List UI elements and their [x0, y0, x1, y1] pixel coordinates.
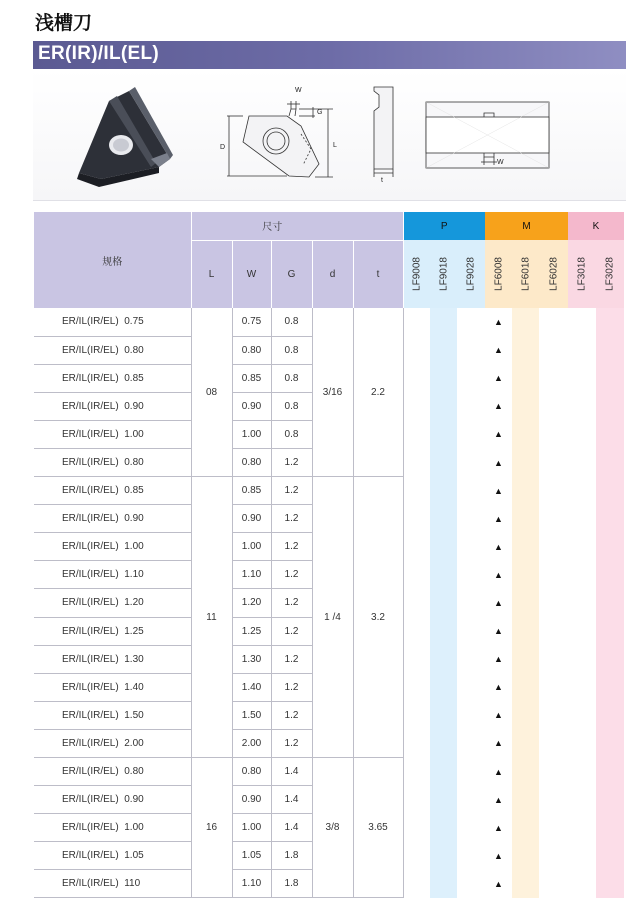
spec-cell: ER/IL(IR/EL) 0.85	[34, 477, 191, 505]
grade-cell	[512, 589, 539, 617]
insert-drawings	[33, 69, 626, 200]
col-W: W	[232, 240, 271, 308]
spec-cell: ER/IL(IR/EL) 1.20	[34, 589, 191, 617]
grade-cell	[430, 308, 457, 336]
grade-cell	[430, 870, 457, 898]
spec-cell: ER/IL(IR/EL) 0.90	[34, 505, 191, 533]
grade-cell	[403, 505, 430, 533]
width-cell: 0.80	[232, 758, 271, 786]
grade-cell	[403, 448, 430, 476]
grade-cell	[539, 477, 568, 505]
width-cell: 1.00	[232, 814, 271, 842]
grade-cell	[568, 842, 596, 870]
grade-mark-lf6008: ▲	[485, 673, 512, 701]
grade-mark-lf6008: ▲	[485, 589, 512, 617]
grade-cell	[539, 308, 568, 336]
grade-cell	[596, 729, 624, 757]
width-cell: 0.75	[232, 308, 271, 336]
grade-cell	[539, 336, 568, 364]
insert-side-view	[374, 87, 393, 177]
grade-cell	[457, 364, 485, 392]
grade-cell	[539, 364, 568, 392]
grade-cell	[457, 533, 485, 561]
grade-cell	[512, 336, 539, 364]
grade-cell	[539, 645, 568, 673]
grade-cell	[457, 477, 485, 505]
spec-cell: ER/IL(IR/EL) 1.25	[34, 617, 191, 645]
g-cell: 1.2	[271, 561, 312, 589]
spec-cell: ER/IL(IR/EL) 1.50	[34, 701, 191, 729]
spec-cell: ER/IL(IR/EL) 0.75	[34, 308, 191, 336]
grade-cell	[539, 729, 568, 757]
width-cell: 1.00	[232, 533, 271, 561]
grade-lf6028: LF6028	[548, 257, 559, 291]
g-cell: 1.2	[271, 589, 312, 617]
col-G: G	[271, 240, 312, 308]
grade-cell	[596, 589, 624, 617]
grade-cell	[457, 308, 485, 336]
g-cell: 1.2	[271, 729, 312, 757]
grade-cell	[568, 420, 596, 448]
grade-cell	[512, 870, 539, 898]
width-cell: 1.20	[232, 589, 271, 617]
spec-cell: ER/IL(IR/EL) 0.80	[34, 336, 191, 364]
grade-cell	[568, 617, 596, 645]
grade-cell	[457, 505, 485, 533]
grade-cell	[596, 364, 624, 392]
g-cell: 1.2	[271, 701, 312, 729]
grade-mark-lf6008: ▲	[485, 729, 512, 757]
spec-cell: ER/IL(IR/EL) 0.80	[34, 758, 191, 786]
grade-cell	[568, 814, 596, 842]
grade-cell	[539, 814, 568, 842]
grade-mark-lf6008: ▲	[485, 477, 512, 505]
grade-cell	[596, 448, 624, 476]
grade-cell	[430, 561, 457, 589]
g-cell: 0.8	[271, 308, 312, 336]
grade-cell	[403, 477, 430, 505]
grade-cell	[512, 533, 539, 561]
width-cell: 1.30	[232, 645, 271, 673]
grade-cell	[403, 758, 430, 786]
grade-cell	[512, 758, 539, 786]
grade-cell	[403, 842, 430, 870]
spec-cell: ER/IL(IR/EL) 1.00	[34, 533, 191, 561]
dim-t-label: t	[381, 177, 383, 184]
grade-cell	[539, 617, 568, 645]
insert-photo	[77, 87, 173, 187]
grade-mark-lf6008: ▲	[485, 561, 512, 589]
dim-w2-label: W	[497, 159, 504, 166]
grade-mark-lf6008: ▲	[485, 870, 512, 898]
grade-cell	[568, 336, 596, 364]
g-cell: 1.2	[271, 477, 312, 505]
grade-cell	[457, 814, 485, 842]
grade-cell	[403, 701, 430, 729]
spec-cell: ER/IL(IR/EL) 0.90	[34, 392, 191, 420]
grade-mark-lf6008: ▲	[485, 308, 512, 336]
grade-cell	[403, 336, 430, 364]
grade-cell	[430, 448, 457, 476]
col-t: t	[353, 240, 403, 308]
grade-cell	[512, 786, 539, 814]
grade-cell	[403, 617, 430, 645]
grade-cell	[596, 533, 624, 561]
grade-cell	[512, 505, 539, 533]
grade-mark-lf6008: ▲	[485, 364, 512, 392]
grade-cell	[568, 786, 596, 814]
grade-cell	[457, 420, 485, 448]
g-cell: 0.8	[271, 364, 312, 392]
grade-cell	[430, 364, 457, 392]
grade-cell	[403, 392, 430, 420]
grade-cell	[403, 729, 430, 757]
spec-cell: ER/IL(IR/EL) 1.30	[34, 645, 191, 673]
grade-cell	[568, 870, 596, 898]
grade-lf3028: LF3028	[604, 257, 616, 291]
g-cell: 0.8	[271, 392, 312, 420]
g-cell: 1.2	[271, 645, 312, 673]
spec-table-body	[34, 308, 624, 898]
grade-cell	[457, 842, 485, 870]
g-cell: 1.8	[271, 870, 312, 898]
grade-cell	[512, 673, 539, 701]
width-cell: 0.85	[232, 477, 271, 505]
grade-lf6018: LF6018	[520, 257, 531, 291]
grade-cell	[512, 814, 539, 842]
grade-cell	[457, 448, 485, 476]
grade-cell	[512, 645, 539, 673]
grade-cell	[539, 701, 568, 729]
grade-cell	[457, 729, 485, 757]
g-cell: 1.4	[271, 758, 312, 786]
width-cell: 0.90	[232, 786, 271, 814]
grade-cell	[403, 420, 430, 448]
grade-cell	[596, 617, 624, 645]
width-cell: 1.50	[232, 701, 271, 729]
grade-cell	[596, 645, 624, 673]
grade-cell	[457, 617, 485, 645]
grade-cell	[568, 308, 596, 336]
grade-cell	[512, 448, 539, 476]
grade-cell	[457, 645, 485, 673]
grade-cell	[512, 477, 539, 505]
spec-cell: ER/IL(IR/EL) 0.80	[34, 448, 191, 476]
grade-cell	[539, 673, 568, 701]
grade-cell	[512, 701, 539, 729]
grade-cell	[403, 561, 430, 589]
t-cell: 2.2	[353, 308, 403, 477]
grade-mark-lf6008: ▲	[485, 336, 512, 364]
grade-cell	[457, 870, 485, 898]
t-cell: 3.2	[353, 477, 403, 758]
spec-cell: ER/IL(IR/EL) 1.00	[34, 814, 191, 842]
insert-illustrations	[33, 69, 626, 201]
grade-cell	[596, 308, 624, 336]
grade-cell	[596, 673, 624, 701]
grade-cell	[512, 420, 539, 448]
grade-cell	[596, 758, 624, 786]
grade-cell	[430, 533, 457, 561]
grade-cell	[539, 561, 568, 589]
grade-cell	[457, 589, 485, 617]
grade-cell	[568, 701, 596, 729]
spec-cell: ER/IL(IR/EL) 0.85	[34, 364, 191, 392]
series-banner	[33, 41, 626, 69]
g-cell: 1.2	[271, 673, 312, 701]
spec-cell: ER/IL(IR/EL) 2.00	[34, 729, 191, 757]
width-cell: 0.80	[232, 448, 271, 476]
spec-cell: ER/IL(IR/EL) 0.90	[34, 786, 191, 814]
grade-cell	[596, 392, 624, 420]
grade-mark-lf6008: ▲	[485, 758, 512, 786]
width-cell: 2.00	[232, 729, 271, 757]
grade-cell	[457, 758, 485, 786]
grade-cell	[568, 392, 596, 420]
g-cell: 1.2	[271, 448, 312, 476]
grade-cell	[403, 308, 430, 336]
grade-cell	[430, 392, 457, 420]
grade-cell	[568, 448, 596, 476]
width-cell: 1.25	[232, 617, 271, 645]
grade-mark-lf6008: ▲	[485, 814, 512, 842]
dim-w-label: W	[295, 87, 302, 94]
grade-cell	[512, 617, 539, 645]
width-cell: 0.85	[232, 364, 271, 392]
spec-cell: ER/IL(IR/EL) 1.00	[34, 420, 191, 448]
length-cell: 11	[191, 477, 232, 758]
grade-cell	[430, 701, 457, 729]
grade-cell	[596, 477, 624, 505]
grade-cell	[568, 533, 596, 561]
grade-cell	[512, 842, 539, 870]
width-cell: 1.00	[232, 420, 271, 448]
t-cell: 3.65	[353, 758, 403, 898]
table-row	[34, 477, 624, 505]
width-cell: 0.80	[232, 336, 271, 364]
grade-mark-lf6008: ▲	[485, 617, 512, 645]
grade-cell	[568, 758, 596, 786]
g-cell: 1.4	[271, 786, 312, 814]
grade-mark-lf6008: ▲	[485, 842, 512, 870]
size-header: 尺寸	[191, 212, 353, 240]
grade-cell	[403, 589, 430, 617]
g-cell: 1.4	[271, 814, 312, 842]
grade-cell	[457, 392, 485, 420]
grade-cell	[430, 420, 457, 448]
d-cell: 1 /4	[312, 477, 353, 758]
grade-cell	[596, 561, 624, 589]
grade-mark-lf6008: ▲	[485, 505, 512, 533]
grade-cell	[596, 420, 624, 448]
grade-lf9008: LF9008	[411, 257, 423, 291]
width-cell: 1.40	[232, 673, 271, 701]
page-title: 浅槽刀	[35, 12, 93, 34]
spec-cell: ER/IL(IR/EL) 110	[34, 870, 191, 898]
g-cell: 0.8	[271, 336, 312, 364]
width-cell: 1.10	[232, 870, 271, 898]
grade-cell	[457, 673, 485, 701]
grade-cell	[596, 814, 624, 842]
d-cell: 3/16	[312, 308, 353, 477]
spec-cell: ER/IL(IR/EL) 1.10	[34, 561, 191, 589]
grade-cell	[568, 364, 596, 392]
grade-cell	[568, 645, 596, 673]
dim-g-label: G	[317, 109, 323, 116]
grade-group-p: P	[403, 212, 485, 240]
grade-lf9028: LF9028	[465, 257, 477, 291]
grade-cell	[430, 786, 457, 814]
grade-cell	[539, 505, 568, 533]
width-cell: 1.05	[232, 842, 271, 870]
spec-column-header: 规格	[34, 212, 191, 308]
groove-profile-view	[426, 102, 549, 168]
grade-cell	[568, 589, 596, 617]
grade-cell	[568, 673, 596, 701]
g-cell: 0.8	[271, 420, 312, 448]
grade-cell	[403, 673, 430, 701]
grade-cell	[403, 870, 430, 898]
grade-mark-lf6008: ▲	[485, 701, 512, 729]
length-cell: 08	[191, 308, 232, 477]
grade-cell	[430, 729, 457, 757]
grade-cell	[539, 758, 568, 786]
grade-cell	[403, 364, 430, 392]
grade-cell	[430, 505, 457, 533]
grade-cell	[568, 729, 596, 757]
grade-cell	[457, 701, 485, 729]
grade-cell	[596, 701, 624, 729]
grade-cell	[539, 589, 568, 617]
length-cell: 16	[191, 758, 232, 898]
grade-cell	[403, 645, 430, 673]
grade-cell	[403, 814, 430, 842]
grade-cell	[430, 842, 457, 870]
grade-cell	[512, 308, 539, 336]
grade-mark-lf6008: ▲	[485, 645, 512, 673]
grade-cell	[539, 870, 568, 898]
dim-l-label: L	[333, 142, 337, 149]
grade-cell	[539, 533, 568, 561]
spec-cell: ER/IL(IR/EL) 1.05	[34, 842, 191, 870]
grade-cell	[568, 505, 596, 533]
grade-mark-lf6008: ▲	[485, 448, 512, 476]
grade-group-m: M	[485, 212, 568, 240]
grade-cell	[539, 842, 568, 870]
grade-cell	[512, 729, 539, 757]
grade-cell	[430, 336, 457, 364]
grade-cell	[430, 758, 457, 786]
d-cell: 3/8	[312, 758, 353, 898]
grade-cell	[568, 477, 596, 505]
width-cell: 1.10	[232, 561, 271, 589]
grade-cell	[539, 392, 568, 420]
grade-cell	[512, 364, 539, 392]
grade-cell	[539, 420, 568, 448]
table-row	[34, 308, 624, 336]
spec-cell: ER/IL(IR/EL) 1.40	[34, 673, 191, 701]
grade-cell	[457, 786, 485, 814]
table-row	[34, 758, 624, 786]
dim-d-label: D	[220, 144, 226, 151]
width-cell: 0.90	[232, 392, 271, 420]
grade-cell	[539, 448, 568, 476]
g-cell: 1.2	[271, 533, 312, 561]
grade-mark-lf6008: ▲	[485, 786, 512, 814]
grade-cell	[430, 673, 457, 701]
g-cell: 1.2	[271, 505, 312, 533]
grade-cell	[539, 786, 568, 814]
grade-cell	[512, 392, 539, 420]
grade-group-k: K	[568, 212, 624, 240]
grade-lf9018: LF9018	[438, 257, 449, 291]
g-cell: 1.2	[271, 617, 312, 645]
series-code: ER(IR)/IL(EL)	[38, 43, 160, 64]
grade-mark-lf6008: ▲	[485, 420, 512, 448]
grade-lf6008: LF6008	[493, 257, 504, 291]
grade-mark-lf6008: ▲	[485, 392, 512, 420]
grade-cell	[430, 589, 457, 617]
grade-cell	[403, 786, 430, 814]
grade-cell	[596, 842, 624, 870]
grade-cell	[430, 477, 457, 505]
col-L: L	[191, 240, 232, 308]
grade-lf3018: LF3018	[576, 257, 588, 291]
grade-cell	[457, 561, 485, 589]
g-cell: 1.8	[271, 842, 312, 870]
grade-cell	[430, 617, 457, 645]
grade-cell	[457, 336, 485, 364]
grade-cell	[568, 561, 596, 589]
grade-mark-lf6008: ▲	[485, 533, 512, 561]
spec-table	[34, 212, 624, 898]
grade-cell	[403, 533, 430, 561]
grade-cell	[430, 814, 457, 842]
col-d: d	[312, 240, 353, 308]
grade-cell	[596, 336, 624, 364]
grade-cell	[596, 786, 624, 814]
width-cell: 0.90	[232, 505, 271, 533]
grade-cell	[596, 505, 624, 533]
grade-cell	[430, 645, 457, 673]
grade-cell	[596, 870, 624, 898]
grade-cell	[512, 561, 539, 589]
